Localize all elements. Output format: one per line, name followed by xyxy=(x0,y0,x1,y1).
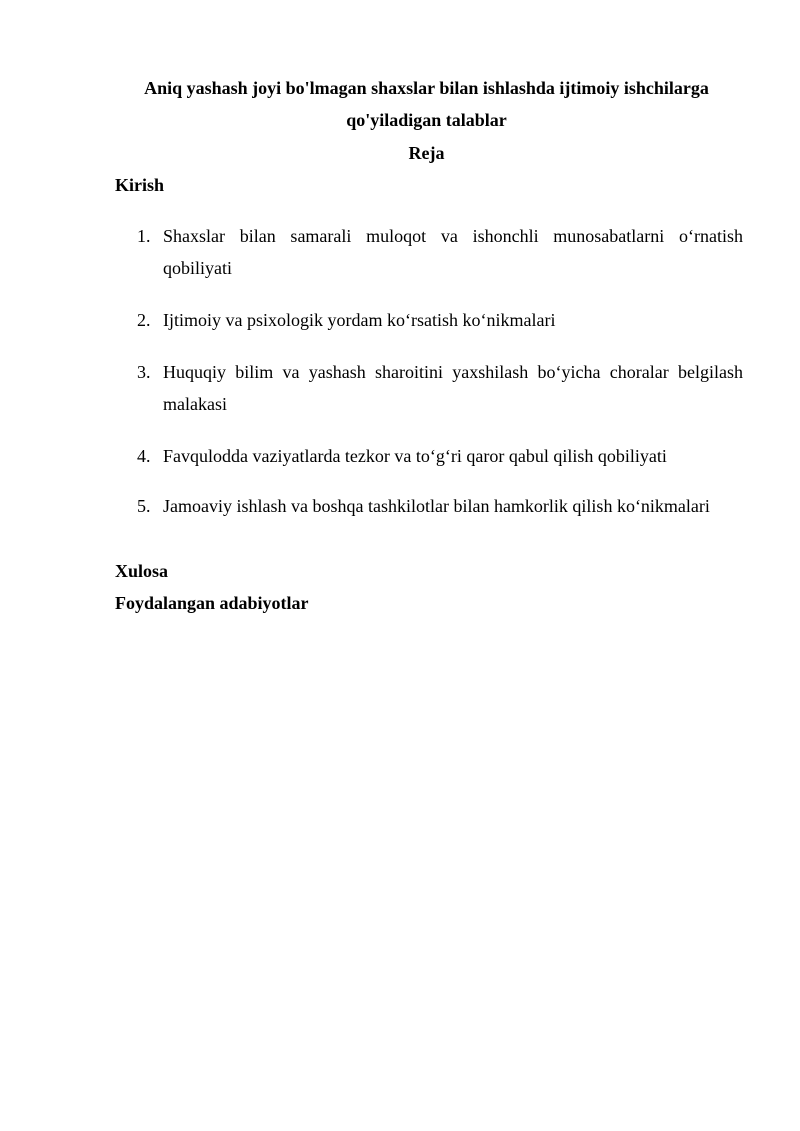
plan-item xyxy=(137,304,743,336)
plan-item xyxy=(137,490,743,522)
document-title-line-1: Aniq yashash joyi bo'lmagan shaxslar bilan ishlashda ijtimoiy ishchilarga xyxy=(144,78,709,98)
plan-item xyxy=(137,220,743,284)
plan-item-text: Huquqiy bilim va yashash sharoitini yaxshilash bo‘yicha choralar belgilash malakasi xyxy=(163,362,743,414)
plan-item-text: Shaxslar bilan samarali muloqot va ishonchli munosabatlarni o‘rnatish qobiliyati xyxy=(163,226,743,278)
document-title-line-2: qo'yiladigan talablar xyxy=(346,110,507,130)
plan-item-number: 4. xyxy=(137,446,151,466)
intro-heading: Kirish xyxy=(115,175,165,195)
plan-item-number: 1. xyxy=(137,226,151,246)
plan-item-text: Jamoaviy ishlash va boshqa tashkilotlar bilan hamkorlik qilish ko‘nikmalari xyxy=(163,496,710,516)
plan-item xyxy=(137,440,743,472)
plan-item-number: 5. xyxy=(137,496,151,516)
plan-heading: Reja xyxy=(408,143,445,163)
plan-item-text: Ijtimoiy va psixologik yordam ko‘rsatish ko‘nikmalari xyxy=(163,310,556,330)
plan-item xyxy=(137,356,743,420)
plan-item-text: Favqulodda vaziyatlarda tezkor va to‘g‘ri qaror qabul qilish qobiliyati xyxy=(163,446,667,466)
conclusion-heading: Xulosa xyxy=(115,561,169,581)
references-heading: Foydalangan adabiyotlar xyxy=(115,593,309,613)
plan-item-number: 2. xyxy=(137,310,151,330)
plan-item-number: 3. xyxy=(137,362,151,382)
